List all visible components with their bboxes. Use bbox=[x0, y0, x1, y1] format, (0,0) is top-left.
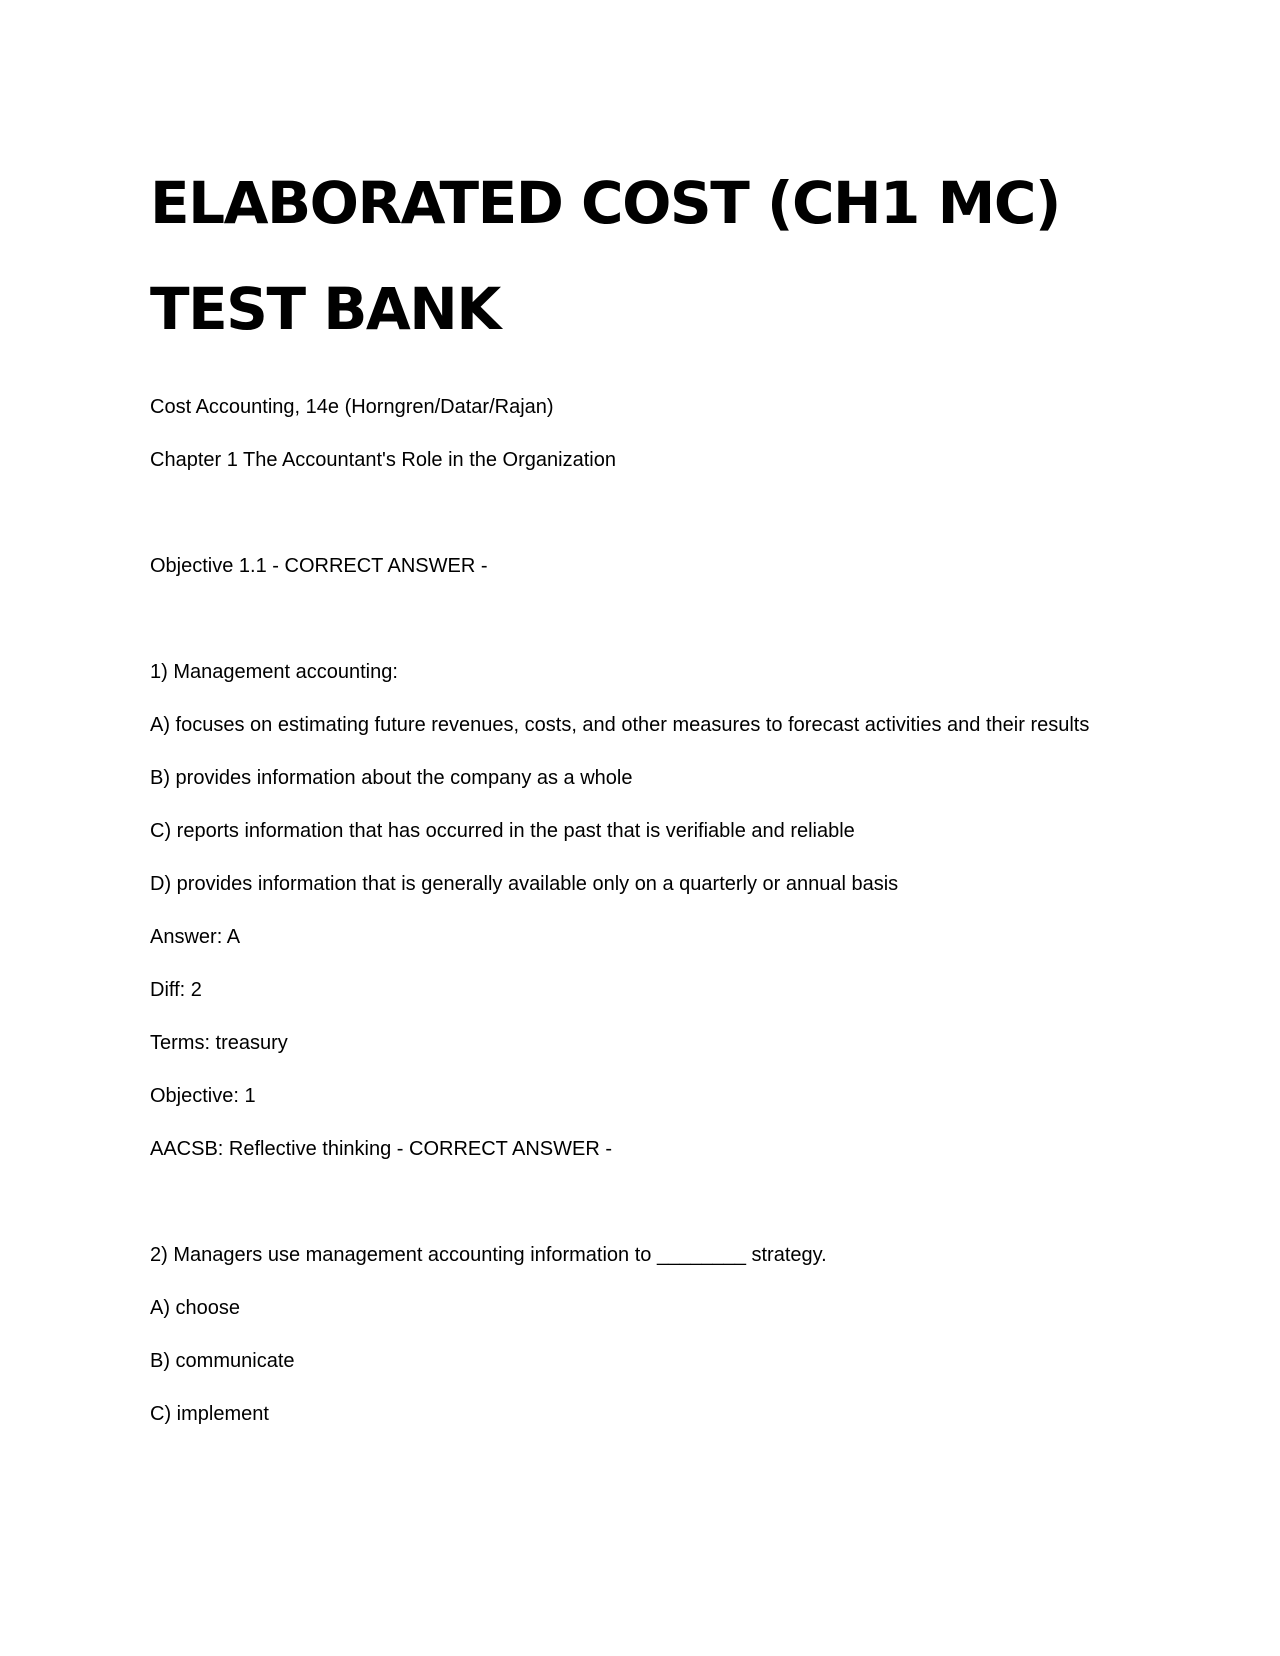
answer-option-d: D) provides information that is generally available only on a quarterly or annual basis bbox=[150, 873, 899, 895]
question-prompt: 2) Managers use management accounting information to ________ strategy. bbox=[150, 1244, 827, 1266]
title-line-2: TEST BANK bbox=[150, 275, 500, 343]
question-prompt: 1) Management accounting: bbox=[150, 661, 398, 683]
spacer bbox=[150, 1187, 1090, 1240]
book-citation: Cost Accounting, 14e (Horngren/Datar/Rajan) bbox=[150, 396, 554, 418]
objective: Objective: 1 bbox=[150, 1085, 256, 1107]
answer-option-a: A) focuses on estimating future revenues, costs, and other measures to forecast activities and their results bbox=[150, 714, 1090, 736]
answer-option-b: B) provides information about the company as a whole bbox=[150, 767, 633, 789]
objective-header: Objective 1.1 - CORRECT ANSWER - bbox=[150, 555, 488, 577]
answer-option-b: B) communicate bbox=[150, 1350, 295, 1372]
spacer bbox=[150, 604, 1090, 657]
document-content bbox=[150, 150, 1090, 1452]
question-2 bbox=[150, 1240, 1090, 1430]
answer-option-a: A) choose bbox=[150, 1297, 241, 1319]
answer-option-c: C) reports information that has occurred in the past that is verifiable and reliable bbox=[150, 820, 855, 842]
answer-option-c: C) implement bbox=[150, 1403, 269, 1425]
chapter-heading: Chapter 1 The Accountant's Role in the Organization bbox=[150, 449, 616, 471]
aacsb: AACSB: Reflective thinking - CORRECT ANSWER - bbox=[150, 1138, 612, 1160]
answer-key: Answer: A bbox=[150, 926, 241, 948]
question-1 bbox=[150, 657, 1090, 1165]
spacer bbox=[150, 498, 1090, 551]
difficulty: Diff: 2 bbox=[150, 979, 202, 1001]
document-title bbox=[150, 150, 1090, 362]
title-line-1: ELABORATED COST (CH1 MC) bbox=[150, 169, 1060, 237]
terms: Terms: treasury bbox=[150, 1032, 288, 1054]
